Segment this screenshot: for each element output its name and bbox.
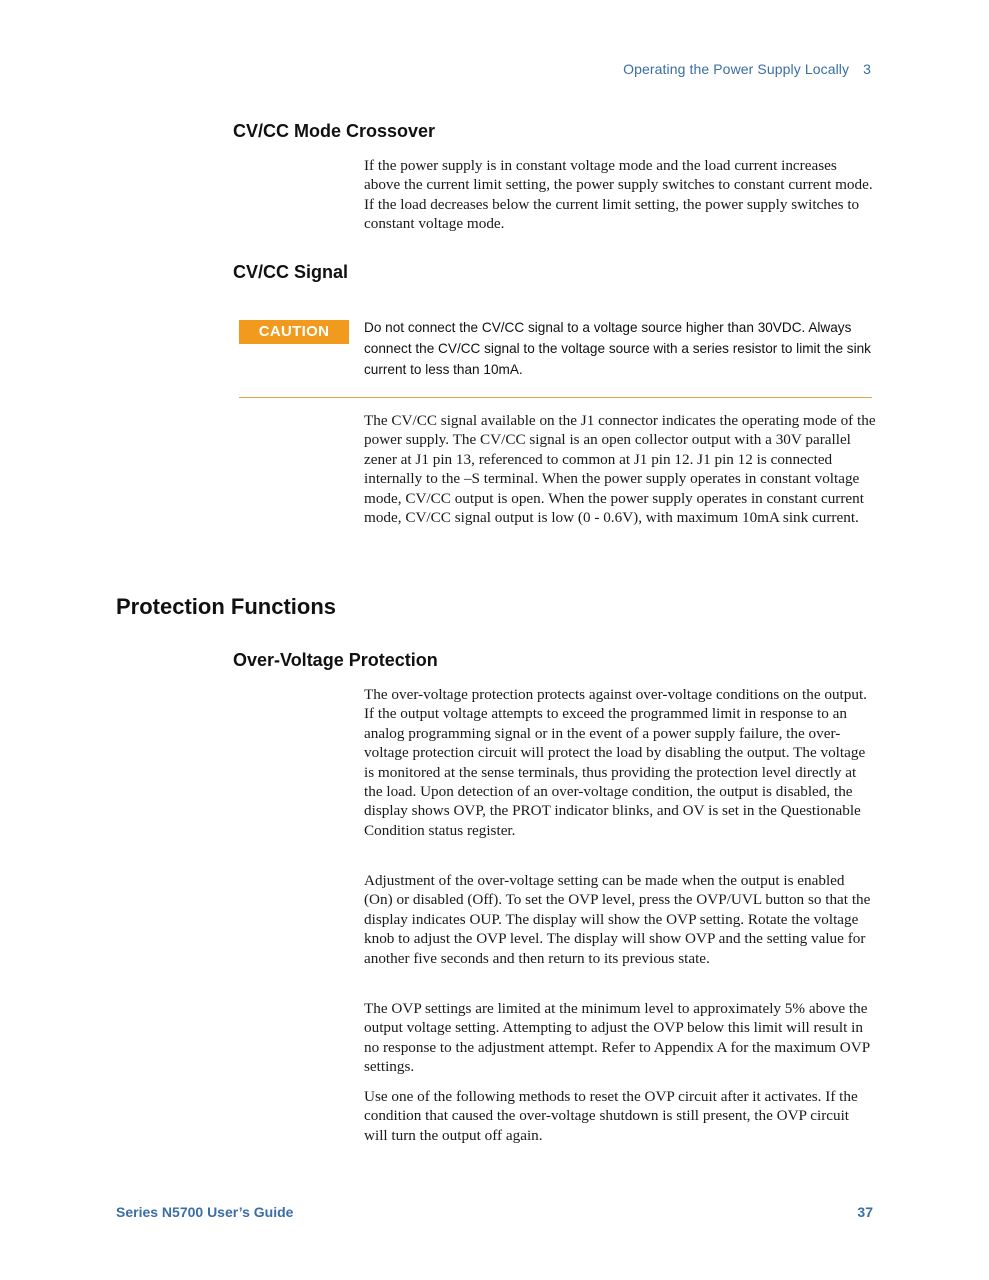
section-heading-cv-cc-signal: CV/CC Signal [233, 262, 349, 282]
footer-guide-title: Series N5700 User’s Guide [116, 1204, 294, 1220]
paragraph-ovp-4: Use one of the following methods to reset the OVP circuit after it activates. If the condition that caused the over-voltage shutdown is still present, the OVP circuit will turn the output off again. [364, 1088, 858, 1144]
chapter-number: 3 [863, 61, 871, 77]
chapter-title: Operating the Power Supply Locally [623, 61, 850, 77]
caution-badge: CAUTION [239, 320, 349, 344]
section-heading-protection-functions: Protection Functions [116, 594, 336, 619]
footer-page-number: 37 [857, 1204, 873, 1220]
caution-text: Do not connect the CV/CC signal to a voltage source higher than 30VDC. Always connect the CV/CC signal to the voltage source with a series resistor to limit the sink current to less than 10mA. [364, 320, 871, 377]
paragraph-cv-cc-signal: The CV/CC signal available on the J1 connector indicates the operating mode of the power supply. The CV/CC signal is an open collector output with a 30V parallel zener at J1 pin 13, referenced to common at J1 pin 12. J1 pin 12 is connected internally to the –S terminal. When the power supply operates in constant voltage mode, CV/CC output is open. When the power supply operates in constant current mode, CV/CC signal output is low (0 - 0.6V), with maximum 10mA sink current. [364, 412, 876, 527]
paragraph-ovp-1: The over-voltage protection protects against over-voltage conditions on the output. If the output voltage attempts to exceed the programmed limit in response to an analog programming signal or in the event of a power supply failure, the over-voltage protection circuit will protect the load by disabling the output. The voltage is monitored at the sense terminals, thus providing the protection level directly at the load. Upon detection of an over-voltage condition, the output is disabled, the display shows OVP, the PROT indicator blinks, and OV is set in the Questionable Condition status register. [364, 686, 867, 839]
running-header [623, 61, 871, 77]
caution-divider [239, 397, 872, 398]
paragraph-cv-cc-crossover: If the power supply is in constant voltage mode and the load current increases above the current limit setting, the power supply switches to constant current mode. If the load decreases below the current limit setting, the power supply switches to constant voltage mode. [364, 157, 873, 233]
paragraph-ovp-3: The OVP settings are limited at the minimum level to approximately 5% above the output voltage setting. Attempting to adjust the OVP below this limit will result in no response to the adjustment attempt. Refer to Appendix A for the maximum OVP settings. [364, 1000, 870, 1076]
paragraph-ovp-2: Adjustment of the over-voltage setting can be made when the output is enabled (On) or disabled (Off). To set the OVP level, press the OVP/UVL button so that the display indicates OUP. The display will show the OVP setting. Rotate the voltage knob to adjust the OVP level. The display will show OVP and the setting value for another five seconds and then return to its previous state. [364, 872, 871, 967]
section-heading-over-voltage-protection: Over-Voltage Protection [233, 650, 438, 670]
section-heading-cv-cc-crossover: CV/CC Mode Crossover [233, 121, 436, 141]
